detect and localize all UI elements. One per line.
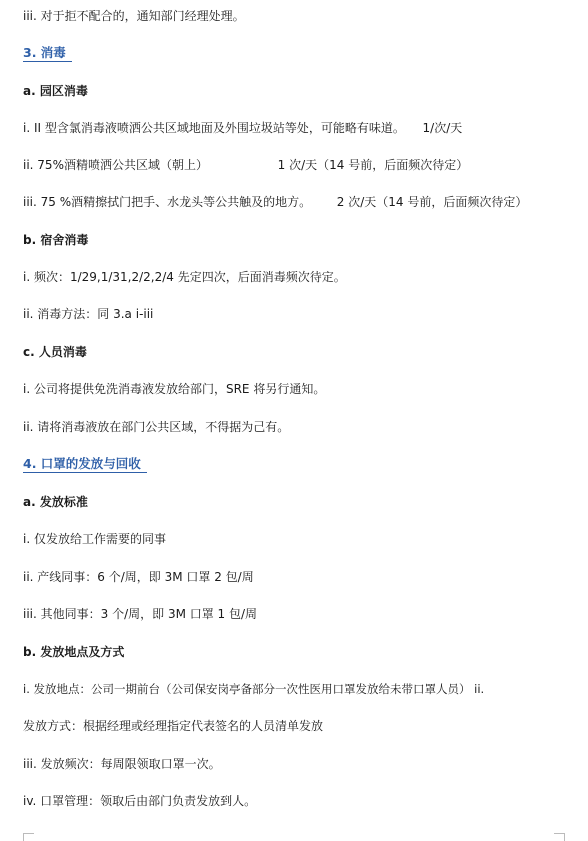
subsection-4b-heading: b. 发放地点及方式 — [23, 645, 125, 659]
subsection-3c-heading: c. 人员消毒 — [23, 345, 87, 359]
item-3a-ii-text: ii. 75%酒精喷洒公共区域（朝上） — [23, 158, 208, 172]
item-3a-iii — [23, 194, 527, 210]
item-3a-i-text: i. II 型含氯消毒液喷洒公共区域地面及外围垃圾站等处，可能略有味道。 — [23, 121, 405, 135]
item-3c-ii: ii. 请将消毒液放在部门公共区域，不得据为己有。 — [23, 420, 290, 434]
item-3b-ii: ii. 消毒方法：同 3.a i-iii — [23, 307, 154, 321]
subsection-4a-heading: a. 发放标准 — [23, 495, 88, 509]
item-3a-i — [23, 120, 462, 136]
subsection-3a-heading: a. 园区消毒 — [23, 84, 88, 98]
section-3-title: 3. 消毒 — [23, 45, 72, 62]
item-3a-ii — [23, 157, 468, 173]
item-4a-ii: ii. 产线同事：6 个/周，即 3M 口罩 2 包/周 — [23, 570, 254, 584]
section-4-heading — [23, 456, 147, 472]
item-4a-iii: iii. 其他同事：3 个/周，即 3M 口罩 1 包/周 — [23, 607, 258, 621]
item-4b-i: i. 发放地点：公司一期前台（公司保安岗亭备部分一次性医用口罩发放给未带口罩人员） ii. — [23, 682, 485, 696]
section-4-title: 4. 口罩的发放与回收 — [23, 456, 147, 473]
item-4b-ii: 发放方式：根据经理或经理指定代表签名的人员清单发放 — [23, 719, 324, 733]
item-3b-i: i. 频次：1/29,1/31,2/2,2/4 先定四次，后面消毒频次待定。 — [23, 270, 346, 284]
item-4a-i: i. 仅发放给工作需要的同事 — [23, 532, 166, 546]
section-3-heading — [23, 45, 72, 61]
item-4b-iii: iii. 发放频次：每周限领取口罩一次。 — [23, 757, 221, 771]
item-3-iii: iii. 对于拒不配合的，通知部门经理处理。 — [23, 9, 245, 23]
subsection-3b-heading: b. 宿舍消毒 — [23, 233, 89, 247]
item-3a-ii-frequency: 1 次/天（14 号前，后面频次待定） — [277, 158, 469, 172]
item-4b-iv: iv. 口罩管理：领取后由部门负责发放到人。 — [23, 794, 257, 808]
item-3a-i-frequency: 1/次/天 — [422, 121, 463, 135]
item-3a-iii-text: iii. 75 %酒精擦拭门把手、水龙头等公共触及的地方。 — [23, 195, 312, 209]
item-3c-i: i. 公司将提供免洗消毒液发放给部门，SRE 将另行通知。 — [23, 382, 326, 396]
item-3a-iii-frequency: 2 次/天（14 号前，后面频次待定） — [336, 195, 528, 209]
